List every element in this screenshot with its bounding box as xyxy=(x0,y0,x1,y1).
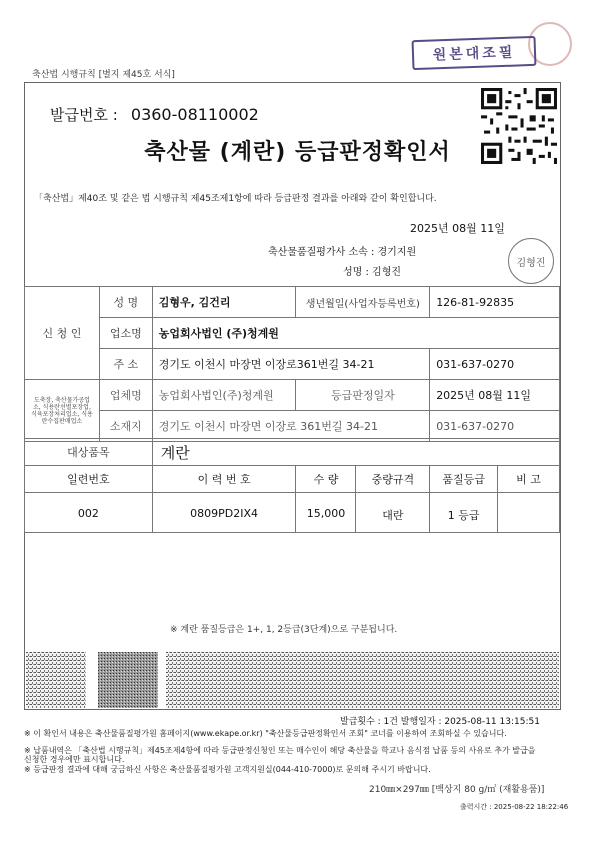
birth-value: 126-81-92835 xyxy=(430,287,560,318)
footnote: ※ 납품내역은 「축산법 시행규칙」제45조제4항에 따라 등급판정신청인 또는 매수인이 해당 축산물을 학교나 음식점 납품 등의 사유로 추가 발급을 신청한 경우에만 표시합니다. xyxy=(24,746,536,764)
name-value: 김형우, 김건리 xyxy=(152,287,296,318)
inspector-organization: 축산물품질평가사 소속 : 경기지원 xyxy=(268,247,417,258)
grade-cell: 1 등급 xyxy=(430,493,498,533)
certified-copy-stamp: 원본대조필 xyxy=(412,36,537,70)
issue-number-value: 0360-08110002 xyxy=(130,105,259,124)
address-value: 경기도 이천시 마장면 이장로361번길 34-21 xyxy=(152,349,429,380)
column-header: 수 량 xyxy=(296,466,356,493)
applicant-section-label: 신 청 인 xyxy=(25,287,100,380)
grade-note: ※ 계란 품질등급은 1+, 1, 2등급(3단계)으로 구분됩니다. xyxy=(170,625,398,635)
inspector-seal: 김형진 xyxy=(508,238,554,284)
form-label: 축산법 시행규칙 [별지 제45호 서식] xyxy=(32,70,175,80)
birth-label: 생년월일(사업자등록번호) xyxy=(296,287,430,318)
intro-text: 「축산법」제40조 및 같은 법 시행규칙 제45조제1항에 따라 등급판정 결과를 아래와 같이 확인합니다. xyxy=(34,194,437,204)
facility-phone-value: 031-637-0270 xyxy=(430,411,560,442)
facility-company-value: 농업회사법인(주)청계원 xyxy=(152,380,296,411)
table-row xyxy=(25,493,560,533)
paper-spec: 210㎜×297㎜ [백상지 80 g/㎡ (재활용품)] xyxy=(369,785,545,795)
inspector-name: 성명 : 김형진 xyxy=(343,267,402,278)
target-value: 계란 xyxy=(152,439,559,466)
serial-cell: 002 xyxy=(25,493,153,533)
grading-table xyxy=(24,438,560,533)
address-label: 주 소 xyxy=(99,349,152,380)
phone-value: 031-637-0270 xyxy=(430,349,560,380)
applicant-table xyxy=(24,286,560,442)
qty-cell: 15,000 xyxy=(296,493,356,533)
facility-company-label: 업체명 xyxy=(99,380,152,411)
facility-side-label: 도축장, 축산물가공업소, 식용란선별포장업, 식육포장처리업소, 식용란수집판매업소 xyxy=(25,380,100,442)
column-header: 중량규격 xyxy=(356,466,430,493)
column-header: 이 력 번 호 xyxy=(152,466,296,493)
company-value: 농업회사법인 (주)청계원 xyxy=(152,318,559,349)
issue-date: 2025년 08월 11일 xyxy=(410,222,505,235)
print-time: 출력시간 : 2025-08-22 18:22:46 xyxy=(460,803,569,811)
document-title: 축산물 (계란) 등급판정확인서 xyxy=(144,140,451,165)
issue-number-label: 발급번호 : xyxy=(50,106,118,124)
note-cell xyxy=(498,493,560,533)
grading-date-value: 2025년 08월 11일 xyxy=(430,380,560,411)
column-header: 비 고 xyxy=(498,466,560,493)
issue-count: 발급횟수 : 1건 발행일자 : 2025-08-11 13:15:51 xyxy=(340,717,540,727)
weight-cell: 대란 xyxy=(356,493,430,533)
target-label: 대상품목 xyxy=(25,439,153,466)
issue-number xyxy=(50,104,259,125)
footnote: ※ 이 확인서 내용은 축산물품질평가원 홈페이지(www.ekape.or.kr) "축산물등급판정확인서 조회" 코너를 이용하여 조회하실 수 있습니다. xyxy=(24,729,507,738)
facility-address-label: 소재지 xyxy=(99,411,152,442)
column-header: 일련번호 xyxy=(25,466,153,493)
name-label: 성 명 xyxy=(99,287,152,318)
column-header: 품질등급 xyxy=(430,466,498,493)
company-label: 업소명 xyxy=(99,318,152,349)
grading-date-label: 등급판정일자 xyxy=(296,380,430,411)
trace-cell: 0809PD2IX4 xyxy=(152,493,296,533)
facility-address-value: 경기도 이천시 마장면 이장로 361번길 34-21 xyxy=(152,411,429,442)
security-pattern xyxy=(26,652,559,708)
footnote: ※ 등급판정 결과에 대해 궁금하신 사항은 축산물품질평가원 고객지원실(044-410-7000)로 문의해 주시기 바랍니다. xyxy=(24,765,431,774)
